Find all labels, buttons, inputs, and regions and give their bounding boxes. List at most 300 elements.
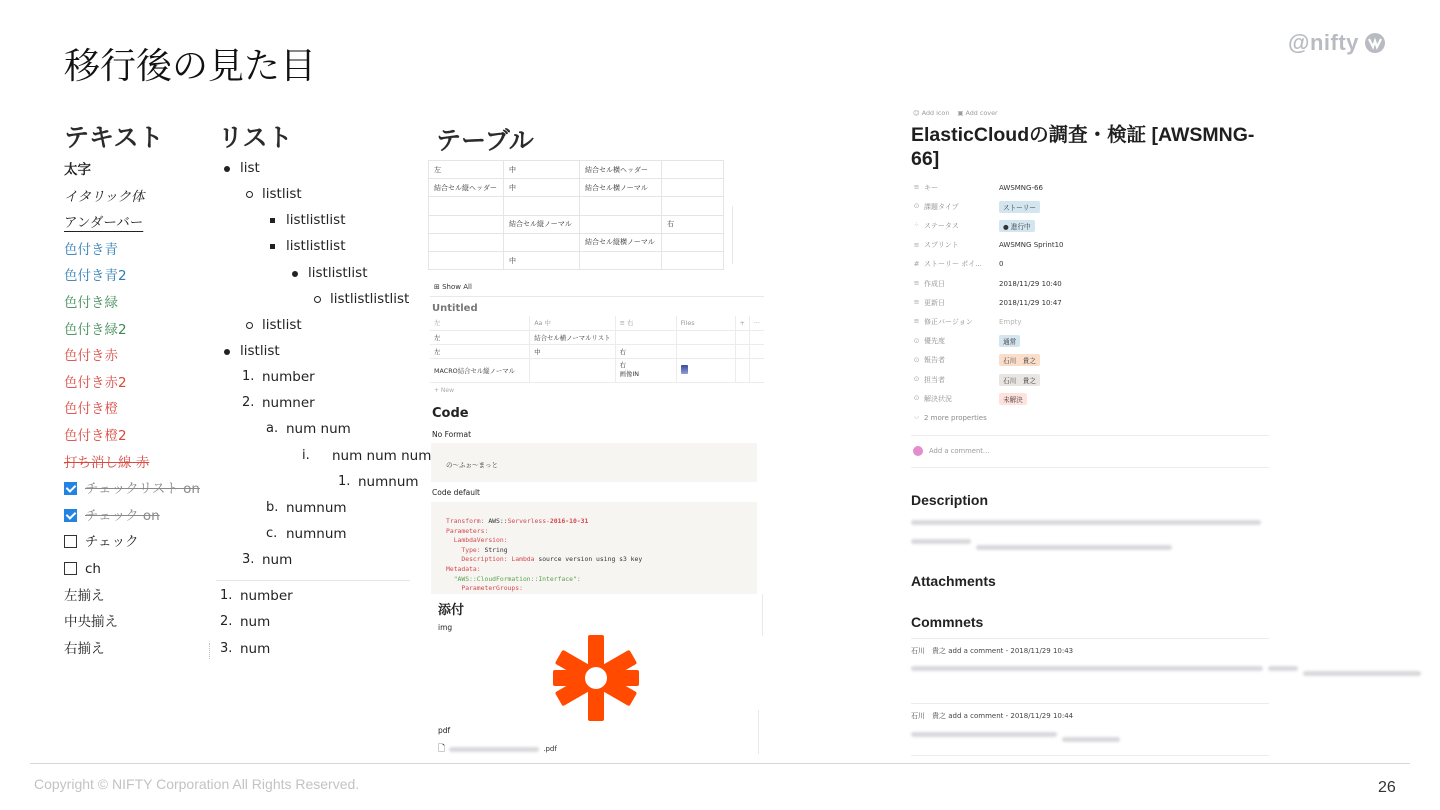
text-sample xyxy=(64,583,214,610)
property-key xyxy=(913,355,999,365)
text-sample-label: 左揃え xyxy=(64,587,105,604)
property-key-label: ステータス xyxy=(924,221,959,230)
database-cell[interactable] xyxy=(676,330,735,344)
database-cell-text: 右 xyxy=(619,361,626,369)
property-value[interactable]: AWSMNG Sprint10 xyxy=(999,241,1064,250)
database-cell[interactable] xyxy=(735,344,749,358)
list-item xyxy=(218,155,410,181)
chevron-down-icon: ⌵ xyxy=(913,413,920,421)
database-column-header[interactable]: + xyxy=(735,316,749,330)
database-cell[interactable] xyxy=(615,330,676,344)
database-column-header[interactable]: 左 xyxy=(430,316,530,330)
database-cell[interactable] xyxy=(749,358,764,382)
checkbox-checked-icon[interactable] xyxy=(64,482,77,495)
list-number: a. xyxy=(266,421,279,437)
description-heading: Description xyxy=(911,492,989,508)
list-item xyxy=(218,443,432,469)
page-top-actions xyxy=(913,109,998,117)
list-number: 3. xyxy=(220,640,233,656)
code-line: Parameters: xyxy=(446,526,489,535)
list-item-label: numner xyxy=(262,395,315,412)
text-sample-label: 色付き緑 xyxy=(64,294,118,311)
list-gutter-line xyxy=(209,643,210,659)
table-row xyxy=(429,215,724,233)
bullet-disc-icon xyxy=(224,338,236,364)
list-item-label: listlistlist xyxy=(308,264,368,281)
comment-meta: 石川 貴之 add a comment - 2018/11/29 10:44 xyxy=(911,712,1074,720)
bullet-disc-icon xyxy=(292,260,304,286)
list-item-label: numnum xyxy=(286,525,347,542)
image-thumbnail[interactable] xyxy=(681,365,688,374)
blurred-line xyxy=(1303,671,1421,676)
text-sample-label: 色付き青 xyxy=(64,241,118,258)
table-row xyxy=(429,233,724,251)
add-icon-button[interactable] xyxy=(913,109,949,117)
text-sample-label: 色付き緑2 xyxy=(64,321,127,338)
list-number: 2. xyxy=(220,614,233,630)
comment-body xyxy=(911,661,1421,680)
table-cell[interactable] xyxy=(429,215,504,233)
list-item-label: listlist xyxy=(262,186,302,203)
property-type-icon: ⊙ xyxy=(913,336,920,345)
list-item xyxy=(218,338,410,364)
property-type-icon: # xyxy=(913,259,920,268)
property-type-icon: ≡ xyxy=(913,317,920,326)
checkbox-checked-icon[interactable] xyxy=(64,509,77,522)
add-comment-input[interactable] xyxy=(913,446,989,456)
text-sample xyxy=(64,184,214,211)
section-heading-table: テーブル xyxy=(436,126,534,155)
table-cell[interactable] xyxy=(429,233,504,251)
comment-body xyxy=(911,727,1120,746)
table-cell[interactable]: 中 xyxy=(504,161,580,179)
property-key xyxy=(913,259,999,269)
blurred-line xyxy=(911,732,1057,737)
page-number: 26 xyxy=(1378,779,1396,796)
properties-divider xyxy=(911,435,1269,436)
property-value[interactable]: ● 進行中 xyxy=(999,220,1035,232)
code-line: ParameterGroups: xyxy=(446,584,523,593)
list-item-label: list xyxy=(240,160,260,176)
text-sample-label: 右揃え xyxy=(64,640,105,657)
text-sample-label: 色付き橙 xyxy=(64,401,118,418)
table-cell[interactable]: 結合セル縦ノーマル xyxy=(504,215,580,233)
text-sample xyxy=(64,450,214,477)
blurred-line xyxy=(1268,666,1298,671)
property-type-icon: ⊙ xyxy=(913,394,920,403)
list-item xyxy=(218,636,410,662)
property-type-icon: ⊙ xyxy=(913,355,920,364)
text-sample xyxy=(64,556,214,583)
property-type-icon: ≡ xyxy=(913,298,920,307)
property-value[interactable]: 石川 貴之 xyxy=(999,374,1040,386)
copyright: Copyright © NIFTY Corporation All Rights Reserved. xyxy=(34,776,360,792)
add-comment-placeholder: Add a comment... xyxy=(929,447,990,455)
table-cell[interactable]: 中 xyxy=(504,179,580,197)
user-avatar xyxy=(913,446,923,456)
property-key xyxy=(913,279,999,289)
property-key-label: スプリント xyxy=(924,241,959,250)
list-item-label: listlistlist xyxy=(286,238,346,255)
list-item xyxy=(218,573,410,583)
add-icon-label: Add icon xyxy=(921,109,950,117)
property-key xyxy=(913,394,999,404)
property-value[interactable]: 未解決 xyxy=(999,393,1027,405)
table-cell[interactable]: 右 xyxy=(662,215,724,233)
list-number: 1. xyxy=(220,588,233,604)
code-line: Transform: AWS::Serverless-2016-10-31 xyxy=(446,517,589,525)
table-cell[interactable]: 中 xyxy=(504,251,580,269)
text-sample-label: ch xyxy=(85,560,101,577)
text-sample xyxy=(64,157,214,184)
property-key xyxy=(913,336,999,346)
attachments-heading: 添付 xyxy=(438,603,465,618)
property-key xyxy=(913,298,999,308)
nifty-logo xyxy=(1288,30,1387,56)
bullet-circle-icon xyxy=(246,181,258,207)
list-number: i. xyxy=(302,447,310,463)
attachments-section-heading: Attachments xyxy=(911,573,996,589)
database-cell[interactable] xyxy=(530,358,615,382)
list-item-label: listlist xyxy=(262,316,302,333)
table-cell[interactable] xyxy=(662,233,724,251)
list-item xyxy=(218,233,410,259)
attach-edge-line-2 xyxy=(758,710,759,754)
code-block-no-format xyxy=(431,443,757,482)
code-line: Metadata: xyxy=(446,564,481,573)
database-column-header[interactable]: Files xyxy=(676,316,735,330)
pdf-extension: .pdf xyxy=(543,745,557,753)
text-sample xyxy=(64,396,214,423)
bullet-square-icon xyxy=(270,207,282,233)
slide-title: 移行後の見た目 xyxy=(64,46,317,87)
list-divider xyxy=(216,580,410,581)
property-row[interactable] xyxy=(913,293,1268,312)
img-label: img xyxy=(438,623,453,632)
bullet-disc-icon xyxy=(224,155,236,181)
text-sample xyxy=(64,317,214,344)
table-cell[interactable] xyxy=(580,197,662,215)
smile-icon: ☺ xyxy=(913,109,920,117)
property-value[interactable]: AWSMNG-66 xyxy=(999,183,1043,192)
list-item-label: num xyxy=(262,552,293,569)
property-key-label: キー xyxy=(924,183,938,192)
property-row[interactable] xyxy=(913,332,1268,351)
property-row[interactable] xyxy=(913,255,1268,274)
database-cell[interactable]: MACRO結合セル縦ノーマル xyxy=(430,358,530,382)
checkbox-icon[interactable] xyxy=(64,562,77,575)
section-heading-text: テキスト xyxy=(64,123,164,152)
comments-heading: Commnets xyxy=(911,614,984,630)
text-sample-label: チェックリスト on xyxy=(85,481,200,498)
list-item xyxy=(218,390,410,416)
bullet-circle-icon xyxy=(246,312,258,338)
bullet-square-icon xyxy=(270,233,282,259)
code-heading: Code xyxy=(432,406,469,421)
list-item xyxy=(218,260,410,286)
list-item-label: number xyxy=(262,369,315,386)
list-item xyxy=(218,416,410,442)
property-key xyxy=(913,317,999,327)
code-line: Type: String xyxy=(446,545,508,554)
property-value[interactable]: 石川 貴之 xyxy=(999,354,1040,366)
property-row[interactable] xyxy=(913,389,1268,408)
add-cover-label: Add cover xyxy=(965,109,998,117)
blurred-filename xyxy=(449,747,539,752)
list-number: c. xyxy=(266,525,278,541)
database-cell[interactable] xyxy=(735,330,749,344)
database-row[interactable] xyxy=(430,344,764,358)
blurred-line xyxy=(1062,737,1120,742)
text-sample-label: 色付き赤 xyxy=(64,348,118,365)
table-cell[interactable]: 結合セル縦ヘッダー xyxy=(429,179,504,197)
table-cell[interactable] xyxy=(429,251,504,269)
property-row[interactable] xyxy=(913,370,1268,389)
list-number: 2. xyxy=(242,395,255,411)
table-cell[interactable]: 結合セル縦横ノーマル xyxy=(580,233,662,251)
property-key xyxy=(913,240,999,250)
database-column-header[interactable]: Aa 中 xyxy=(530,316,615,330)
code-line: "AWS::CloudFormation::Interface": xyxy=(446,574,581,583)
comment-meta: 石川 貴之 add a comment - 2018/11/29 10:43 xyxy=(911,647,1074,655)
property-type-icon: ≡ xyxy=(913,240,920,249)
list-item xyxy=(218,609,410,635)
property-key-label: 担当者 xyxy=(924,375,945,384)
list-samples xyxy=(218,155,432,662)
database-column-header[interactable]: ··· xyxy=(749,316,764,330)
table-view-icon: ⊞ xyxy=(434,283,440,291)
text-sample xyxy=(64,476,214,503)
table-row xyxy=(429,197,724,215)
text-sample xyxy=(64,290,214,317)
database-row[interactable] xyxy=(430,358,764,382)
list-item xyxy=(218,495,410,521)
table-cell[interactable] xyxy=(662,251,724,269)
list-item-label: num xyxy=(240,614,271,631)
view-tab-label: Show All xyxy=(442,283,472,291)
property-type-icon: ≡ xyxy=(913,183,920,191)
list-item xyxy=(218,583,410,609)
table-cell[interactable] xyxy=(580,251,662,269)
database-cell[interactable] xyxy=(735,358,749,382)
no-format-label: No Format xyxy=(432,430,472,439)
view-tab-show-all[interactable] xyxy=(434,283,472,291)
blurred-line xyxy=(911,520,1261,525)
property-row[interactable] xyxy=(913,216,1268,235)
text-sample xyxy=(64,343,214,370)
more-properties-toggle[interactable] xyxy=(913,408,1268,427)
database-cell[interactable] xyxy=(615,358,676,382)
text-sample xyxy=(64,529,214,556)
table-cell[interactable] xyxy=(662,179,724,197)
property-row[interactable] xyxy=(913,274,1268,293)
property-value[interactable]: 2018/11/29 10:40 xyxy=(999,279,1062,288)
list-number: 1. xyxy=(338,473,351,489)
list-number: 1. xyxy=(242,369,255,385)
property-key-label: 報告者 xyxy=(924,356,945,365)
table-cell[interactable]: 結合セル横ヘッダー xyxy=(580,161,662,179)
property-row[interactable] xyxy=(913,197,1268,216)
description-body xyxy=(911,516,1263,554)
property-key-label: 更新日 xyxy=(924,298,945,307)
view-tab-underline xyxy=(430,296,764,297)
property-type-icon: ⁘ xyxy=(913,221,920,230)
list-item-label: numnum xyxy=(286,499,347,516)
more-properties-label: 2 more properties xyxy=(924,413,987,422)
database-cell[interactable] xyxy=(676,344,735,358)
database-cell[interactable] xyxy=(749,344,764,358)
database-row[interactable] xyxy=(430,330,764,344)
text-sample-label: イタリック体 xyxy=(64,188,145,205)
list-item xyxy=(218,207,410,233)
table-cell[interactable]: 左 xyxy=(429,161,504,179)
property-type-icon: ⊙ xyxy=(913,375,920,383)
text-sample-label: 色付き赤2 xyxy=(64,374,127,391)
nifty-logo-mark-icon xyxy=(1363,32,1387,54)
property-row[interactable] xyxy=(913,236,1268,255)
database-cell-text: 画像IN xyxy=(619,370,640,378)
table-sample xyxy=(428,160,768,270)
property-row[interactable] xyxy=(913,178,1268,197)
pdf-label: pdf xyxy=(438,726,451,735)
text-sample-label: 色付き青2 xyxy=(64,268,127,285)
property-key xyxy=(913,183,999,193)
database-cell[interactable]: 左 xyxy=(430,344,530,358)
list-item xyxy=(218,312,410,338)
comments-divider-3 xyxy=(911,755,1269,756)
property-key-label: 解決状況 xyxy=(924,394,952,403)
text-sample xyxy=(64,370,214,397)
property-value[interactable]: 2018/11/29 10:47 xyxy=(999,298,1062,307)
database-header-row xyxy=(430,316,764,330)
database-cell[interactable]: 中 xyxy=(530,344,615,358)
code-line: LambdaVersion: xyxy=(446,536,508,545)
property-value[interactable]: Empty xyxy=(999,317,1022,326)
database-cell[interactable] xyxy=(676,358,735,382)
add-cover-button[interactable] xyxy=(957,109,997,117)
comments-divider-2 xyxy=(911,703,1269,704)
merged-cell-table xyxy=(428,160,724,270)
blurred-line xyxy=(911,539,971,544)
property-row[interactable] xyxy=(913,312,1268,331)
new-row-button[interactable]: + New xyxy=(434,387,455,394)
text-sample-label: チェック xyxy=(85,534,139,551)
page-title[interactable]: ElasticCloudの調査・検証 [AWSMNG-66] xyxy=(911,124,1255,170)
list-item-label: listlistlist xyxy=(286,212,346,229)
list-item-label: listlist xyxy=(240,342,280,359)
text-sample xyxy=(64,503,214,530)
attach-edge-line xyxy=(762,594,763,636)
property-type-icon: ≡ xyxy=(913,279,920,287)
database-cell[interactable] xyxy=(749,330,764,344)
image-icon: ▣ xyxy=(957,109,964,117)
database-column-header[interactable]: ≡ 右 xyxy=(615,316,676,330)
property-row[interactable] xyxy=(913,351,1268,370)
comments-divider xyxy=(911,638,1269,639)
text-sample-label: 打ち消し線 赤 xyxy=(64,454,150,471)
table-row xyxy=(429,161,724,179)
database-cell[interactable]: 結合セル横ノーマルリスト xyxy=(530,330,615,344)
code-line: Description: Lambda source version using s3 key xyxy=(446,555,643,564)
table-cell[interactable] xyxy=(662,161,724,179)
text-sample xyxy=(64,423,214,450)
blurred-line xyxy=(911,666,1263,671)
text-sample-label: 太字 xyxy=(64,162,91,178)
property-key-label: 作成日 xyxy=(924,279,945,288)
footer-divider xyxy=(30,763,1410,764)
table-cell[interactable] xyxy=(504,197,580,215)
text-sample xyxy=(64,636,214,663)
property-value[interactable]: 通常 xyxy=(999,335,1020,347)
table-cell[interactable] xyxy=(504,233,580,251)
database-title[interactable]: Untitled xyxy=(432,303,478,314)
text-sample-label: 色付き橙2 xyxy=(64,427,127,444)
list-item-label: number xyxy=(240,588,293,605)
list-item xyxy=(218,469,419,495)
list-item-label: num num num xyxy=(332,447,432,464)
database-cell[interactable]: 左 xyxy=(430,330,530,344)
table-cell[interactable]: 結合セル横ノーマル xyxy=(580,179,662,197)
table-cell[interactable] xyxy=(429,197,504,215)
code-block-default xyxy=(431,502,757,594)
asterisk-logo-image xyxy=(550,633,642,723)
list-item-label: num num xyxy=(286,421,351,438)
checkbox-icon[interactable] xyxy=(64,535,77,548)
list-number: b. xyxy=(266,499,279,515)
database-cell[interactable]: 右 xyxy=(615,344,676,358)
table-row xyxy=(429,179,724,197)
list-item xyxy=(218,286,410,312)
bullet-circle-icon xyxy=(314,286,326,312)
text-sample-label: 中央揃え xyxy=(64,614,118,631)
list-item xyxy=(218,547,410,573)
file-icon: 🗋 xyxy=(438,744,446,754)
text-sample-label: アンダーバー xyxy=(64,215,144,232)
property-key xyxy=(913,375,999,385)
list-item xyxy=(218,181,410,207)
property-key xyxy=(913,221,999,231)
pdf-file-link[interactable] xyxy=(438,741,557,757)
property-key-label: 修正バージョン xyxy=(924,317,973,326)
table-cell[interactable] xyxy=(662,197,724,215)
list-item-label: listlistlistlist xyxy=(330,290,410,307)
database-table xyxy=(430,316,764,383)
property-value[interactable]: 0 xyxy=(999,260,1004,269)
table-cell[interactable] xyxy=(580,215,662,233)
text-sample xyxy=(64,263,214,290)
text-sample xyxy=(64,237,214,264)
text-sample xyxy=(64,210,214,237)
list-item-label: num xyxy=(240,640,271,657)
text-samples xyxy=(64,157,214,662)
text-sample-label: チェック on xyxy=(85,507,160,524)
list-item xyxy=(218,521,410,547)
property-key-label: 課題タイプ xyxy=(924,202,959,211)
code-default-label: Code default xyxy=(432,488,480,497)
list-number: 3. xyxy=(242,552,255,568)
logo-text: @nifty xyxy=(1288,30,1359,55)
blurred-line xyxy=(976,545,1172,550)
property-value[interactable]: ストーリー xyxy=(999,201,1040,213)
table-edge-line xyxy=(732,206,733,264)
code-block-text: の〜ふぉ〜まっと xyxy=(446,461,498,469)
property-type-icon: ⊙ xyxy=(913,202,920,211)
list-item xyxy=(218,364,410,390)
list-item-label: numnum xyxy=(358,473,419,490)
property-key xyxy=(913,202,999,212)
table-row xyxy=(429,251,724,269)
property-key-label: ストーリー ポイ... xyxy=(924,260,982,269)
